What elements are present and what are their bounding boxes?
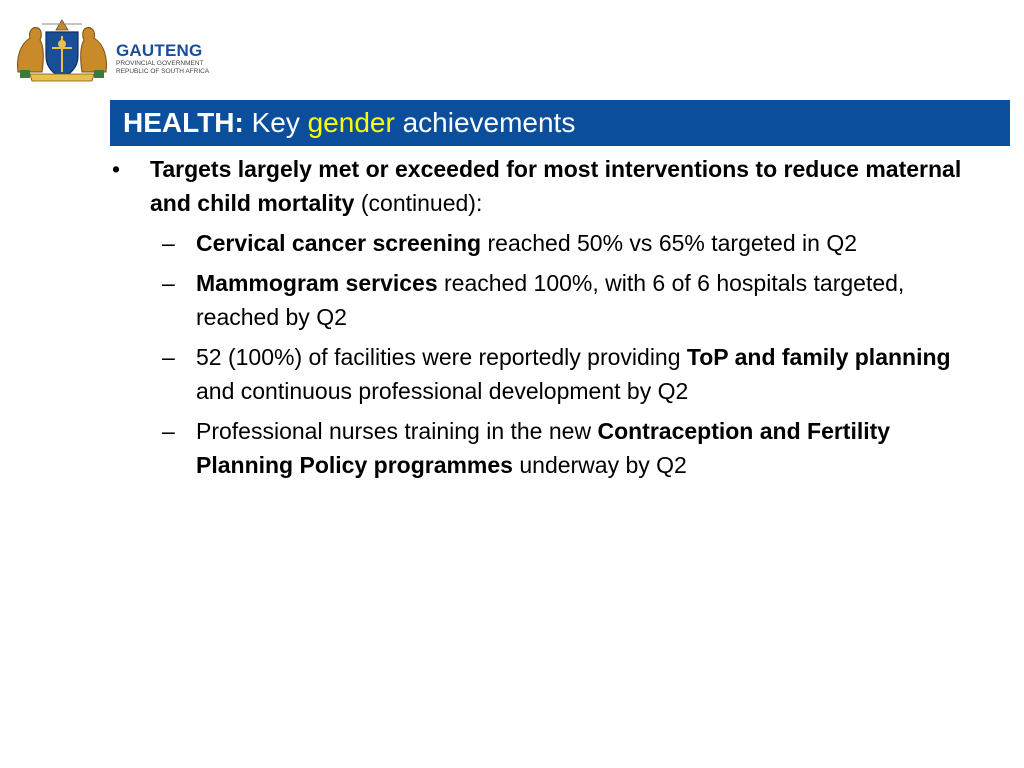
sub-bullet-item — [110, 414, 990, 482]
sub-text-before: Professional nurses training in the new — [196, 418, 598, 444]
gauteng-logo — [12, 14, 210, 84]
slide-title — [123, 107, 575, 139]
title-highlight: gender — [307, 107, 395, 138]
sub-text-after: reached 100%, with 6 of 6 hospitals targeted, reached by Q2 — [196, 270, 905, 330]
slide-content — [110, 152, 990, 488]
coat-of-arms-icon — [12, 14, 112, 82]
bullet-marker: • — [112, 156, 121, 182]
org-subtitle-line2: REPUBLIC OF SOUTH AFRICA — [116, 68, 210, 75]
main-bullet — [110, 152, 990, 220]
title-part2: achievements — [394, 107, 576, 138]
dash-marker: – — [162, 270, 175, 296]
org-subtitle — [116, 60, 209, 76]
sub-bullet-item — [110, 340, 990, 408]
title-part1: Key — [243, 107, 308, 138]
sub-text-after: reached 50% vs 65% targeted in Q2 — [481, 230, 858, 256]
sub-bullet-list — [110, 226, 990, 482]
sub-text-before: 52 (100%) of facilities were reportedly providing — [196, 344, 687, 370]
sub-bullet-item — [110, 266, 990, 334]
sub-text-after: and continuous professional development by Q2 — [196, 378, 689, 404]
sub-text-bold: Cervical cancer screening — [196, 230, 482, 256]
dash-marker: – — [162, 344, 175, 370]
sub-text-after: underway by Q2 — [512, 452, 687, 478]
sub-bullet-item — [110, 226, 990, 260]
bullet-normal-text: (continued): — [354, 190, 483, 216]
bullet-bold-text: Targets largely met or exceeded for most interventions to reduce maternal and child mortality — [150, 156, 962, 216]
dash-marker: – — [162, 418, 175, 444]
dash-marker: – — [162, 230, 175, 256]
title-bar — [110, 100, 1010, 146]
sub-text-bold: Contraception and Fertility Planning Policy programmes — [196, 418, 891, 478]
org-subtitle-line1: PROVINCIAL GOVERNMENT — [116, 60, 204, 67]
sub-text-bold: ToP and family planning — [686, 344, 951, 370]
sub-text-bold: Mammogram services — [196, 270, 438, 296]
org-name: GAUTENG — [116, 41, 203, 60]
title-prefix: HEALTH: — [123, 107, 244, 138]
